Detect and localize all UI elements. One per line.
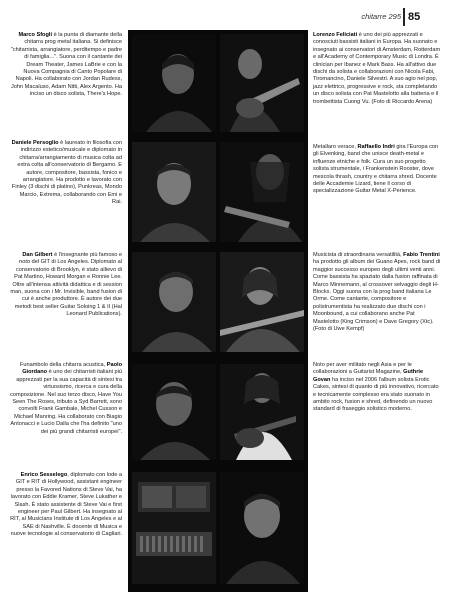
photo-guitar-graphic [220,364,304,460]
photo-fabio-trentini [220,252,304,352]
bio-intro: Musicista di straordinaria versatilità, [313,252,404,258]
bio-text: è uno dei chitarristi italiani più apprezzati per la sua capacità di sintesi tra virtuosismo, ricerca e cura della composizione. Nel suo terzo disco, Have You Seen The Roses, tributo a Syd Barrett, sono convolti Frank Gambale, Michel Cusson e Michael Manring. Ha collaborato con Biagio Antonacci e Lucio Dalla che l'ha definito "uno dei più grandi chitarristi europei". [10,369,122,435]
bio-text: , diplomato con lode a GIT e RIT di Hollywood, assistant engineer presso la Favored Nations di Steve Vai, ha lavorato con Eddie Kramer, Steve Lukather e Slash. È stato assistente di Steve Vai e first engineer per Paul Gilbert. Ha insegnato al RIT, al Musicians Institute di Los Angeles e al SAE di Nashville. È docente di Musica e nuove tecnologie al conservatorio di Cagliari. [10,472,122,538]
photo-portrait-graphic [132,364,216,460]
photo-portrait-graphic [220,472,304,584]
photo-marco-sfogli-guitar [220,34,304,132]
page-number: 85 [408,11,421,23]
bio-paolo-giordano [10,362,122,436]
photo-guitar-graphic [220,34,304,132]
bio-text: è laureato in filosofia con indirizzo estetico/musicale e diplomato in chitarra/arrangiamento di musica colta ad extra colta all'conservatorio di Bergamo. E autore, compositore, bassista, fonico e arrangiatore. Ha prodotto e lavorato con Finley (3 dischi di platino), Punkreas, Mondo Marcio, Extrema, collaborando con Emi e Rai. [11,140,122,206]
photo-portrait-graphic [132,34,216,132]
photo-band [128,30,308,592]
photo-bass-graphic [220,252,304,352]
bio-text: ha prodotto gli album dei Guano Apes, rock band di maggior successo europeo degli ultimi venti anni. Come bassista ha spaziato dalla fusion raffinata di Marco Minnemann, al crossover selvaggio degli H-Blockx. Oggi suona con la prog band italiana Le Orme. Come cantante, compositore e polistrumentista ha realizzato due dischi con i Moonbound, a cui collaborano anche Pat Mastelotto (King Crimson) e Dave Gregory (Xtc). (Foto di Uwe Kempf) [313,259,441,333]
bio-daniele-persoglio [10,140,122,207]
photo-portrait-graphic [132,142,216,242]
photo-marco-sfogli-portrait [132,34,216,132]
photo-enrico-sesselego-studio [132,472,216,584]
bio-name: Paolo Giordano [22,362,122,376]
photo-enrico-sesselego-portrait [220,472,304,584]
bio-fabio-trentini [313,252,441,333]
bio-text: è l'insegnante più famoso e noto del GIT di Los Angeles. Diplomato al conservatorio di Brooklyn, è stato allievo di Pat Martino, Howard Morgan e Ronnie Lee. Oltre all'intensa attività didattica e di session man, suona con i Mr. Invisible, band fusion di cui è anche produttore. È autore dei due metodi best seller Guitar Soloing 1 & II (Hal Leonard Publications). [10,252,122,318]
photo-portrait-graphic [132,252,216,352]
bio-intro: Noto per aver militato negli Asia e per le collaborazioni a Guitarist Magazine, [313,362,412,376]
running-title: chitarre 295 [361,12,401,21]
bio-intro: Metallaro verace, [313,144,358,150]
header-divider [403,8,405,26]
photo-guthrie-govan [220,364,304,460]
bio-text: gira l'Europa con gli Elvenking, band che unisce death-metal e influenze etniche e folk. Cura un suo progetto solista strumentale, i Frankenstein Rooster, dove mescola thrash, country e chitarra shred. Docente delle Accademie Lizard, tiene il corso di specializzazione Guitar Metal X-Perience. [313,144,439,195]
bio-enrico-sesselego [10,472,122,539]
bio-guthrie-govan [313,362,441,414]
photo-daniele-persoglio [132,142,216,242]
bio-marco-sfogli [10,32,122,99]
bio-text: è uno dei più apprezzati e conosciuti bassisti italiani in Europa. Ha suonato e insegnato ai conservatori di Amsterdam, Rotterdam e all'Academy of Contemporary Music di Londra. È clinician per Ibanez e Mark Bass. Ha all'attivo due dischi da solista e collaborazioni con Nicola Fabi, Tiromancino, Daniele Silvestri. A suo agio nel pop, jazz elettrico, progressive e rock, sta completando un disco solista con Pat Mastelotto alla batteria e il trombettista Cuong Vu. (Foto di Riccardo Arena) [313,32,441,105]
bio-raffaello-indri [313,144,441,196]
bio-name: Dan Gilbert [22,252,53,258]
photo-raffaello-indri-guitar [220,142,304,242]
bio-intro: Funambolo della chitarra acustica, [20,362,107,368]
photo-guitar-graphic [220,142,304,242]
bio-text: è la punta di diamante della chitarra prog metal italiana. Si definisce "chitarrista, arrangiatore, perditempo e padre di famiglia...". Suona con il cantante dei Dream Theater, James LaBrie e con la Nuova Compagnia di Canto Popolare di Napoli. Ha collaborato con Jordan Rudess, John Macaluso, Adam Nitti, Alex Argento. Ha inciso un disco solista, There's Hope. [10,32,122,98]
bio-name: Marco Sfogli [18,32,53,38]
bio-dan-gilbert [10,252,122,319]
bio-name: Lorenzo Feliciati [313,32,358,38]
bio-lorenzo-feliciati [313,32,441,106]
photo-studio-graphic [132,472,216,584]
photo-dan-gilbert [132,252,216,352]
bio-name: Fabio Trentini [403,252,440,258]
bio-text: ha inciso nel 2006 l'album solista Erotic Cakes, sintesi di quanto di più innovativo, ricercato e tecnicamente complesso era stato suonato in ambito rock, fusion e shred, definendo un nuovo standard di fraseggio solistico moderno. [313,376,439,413]
bio-name: Raffaello Indri [357,144,395,150]
bio-name: Guthrie Govan [313,369,424,383]
bio-name: Enrico Sesselego [20,472,68,478]
photo-paolo-giordano [132,364,216,460]
bio-name: Daniele Persoglio [11,140,59,146]
